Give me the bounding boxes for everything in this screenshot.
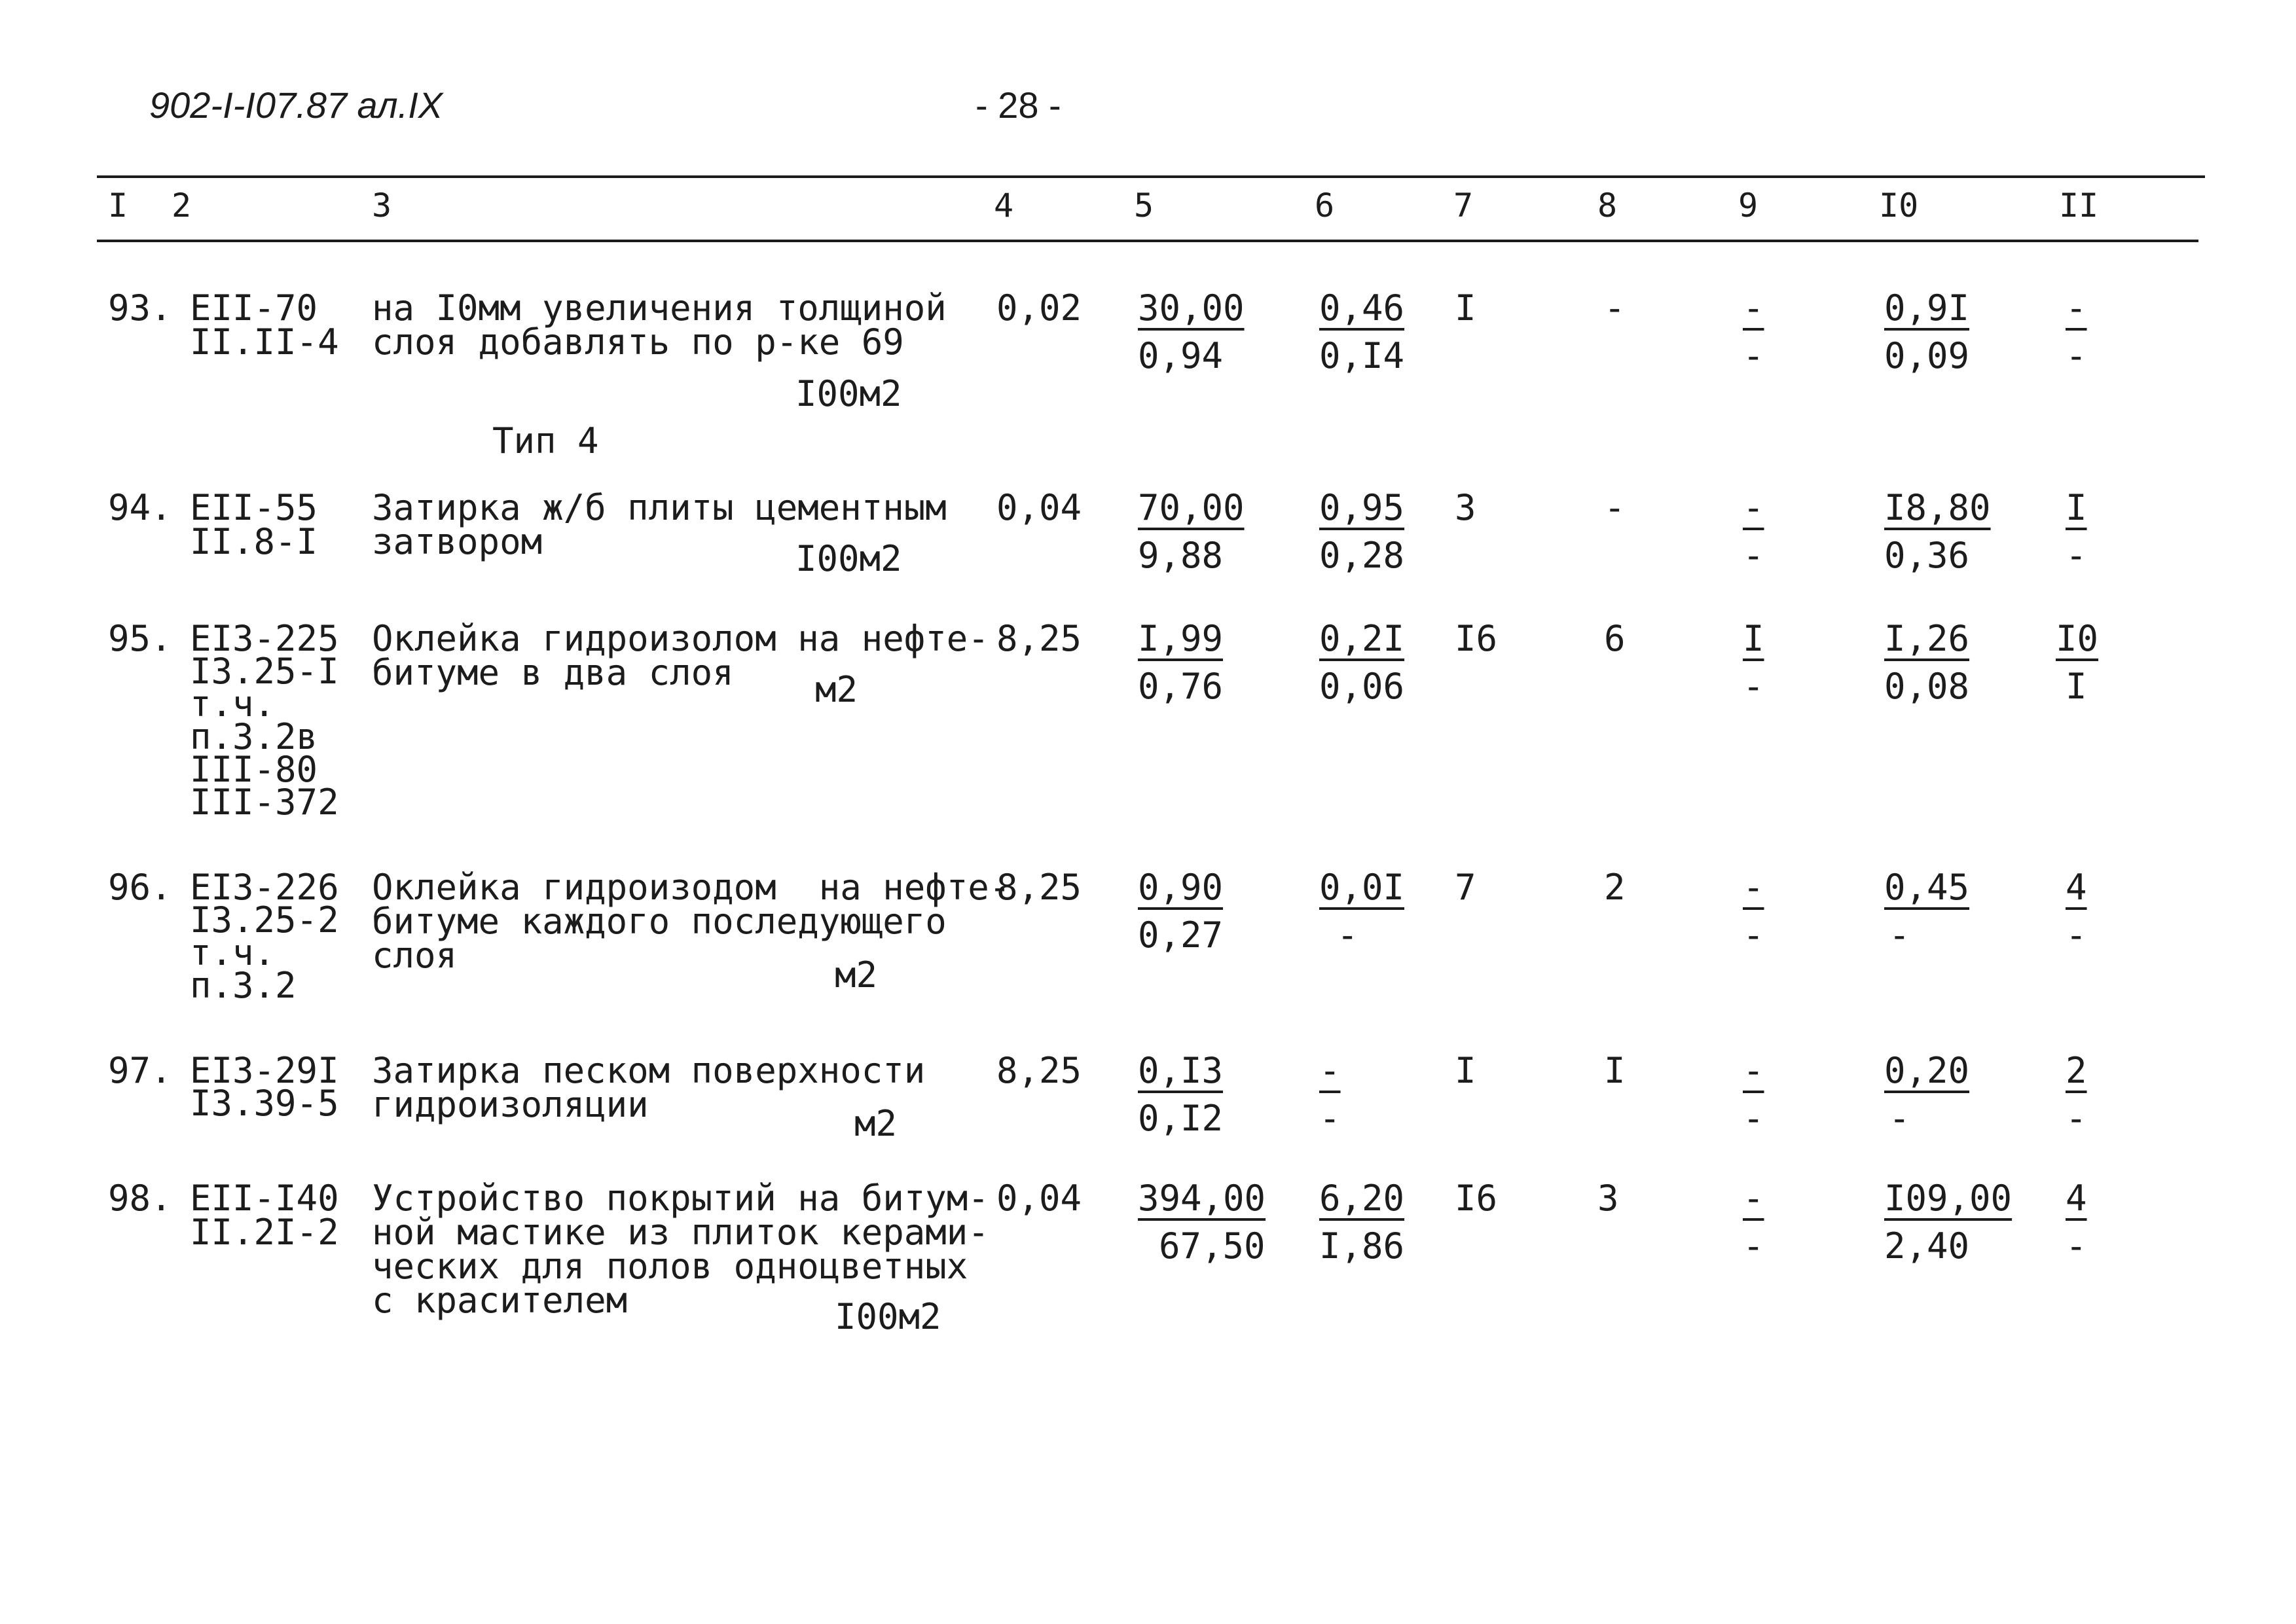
col-header-6: 6 [1315, 187, 1335, 225]
col9-bottom: - [1743, 914, 1764, 956]
col11-top: I [2066, 487, 2087, 528]
description-line: Затирка ж/б плиты цементным [372, 487, 947, 528]
col6-top: 6,20 [1319, 1178, 1405, 1219]
col10-top: 0,45 [1884, 867, 1970, 908]
col10-top: 0,9I [1884, 287, 1970, 329]
col11-bottom: - [2066, 914, 2087, 956]
col6-top: - [1319, 1050, 1341, 1091]
description-line: гидроизоляции [372, 1084, 649, 1125]
col10-top: I09,00 [1884, 1178, 2013, 1219]
col-header-4: 4 [994, 187, 1014, 225]
col10-top: 0,20 [1884, 1050, 1970, 1091]
col9-top: - [1743, 1178, 1764, 1219]
col7-value: I6 [1455, 1178, 1498, 1219]
col10-bottom: 0,08 [1884, 666, 1970, 707]
code-line: II.2I-2 [190, 1212, 339, 1253]
col-header-3: 3 [372, 187, 392, 225]
col7-value: 3 [1455, 487, 1476, 528]
col5-bottom: 0,76 [1138, 666, 1224, 707]
col-header-7: 7 [1453, 187, 1474, 225]
code-line: I3.39-5 [190, 1083, 339, 1124]
col8-value: 6 [1604, 618, 1626, 659]
col7-value: I [1455, 1050, 1476, 1091]
col9-top: - [1743, 487, 1764, 528]
col10-bottom: - [1889, 1098, 1910, 1139]
code-line: EI3-29I [190, 1050, 339, 1091]
col11-bottom: I [2066, 666, 2087, 707]
col-header-1: I [108, 187, 128, 225]
col11-top: I0 [2056, 618, 2099, 659]
quantity: 8,25 [996, 618, 1082, 659]
table-top-rule [97, 175, 2205, 178]
col8-value: 2 [1604, 867, 1626, 908]
col5-top: 70,00 [1138, 487, 1245, 528]
description-line: затвором [372, 521, 543, 562]
col8-value: I [1604, 1050, 1626, 1091]
col11-top: 2 [2066, 1050, 2087, 1091]
unit-label: м2 [854, 1103, 898, 1144]
col5-top: I,99 [1138, 618, 1224, 659]
col5-top: 0,I3 [1138, 1050, 1224, 1091]
code-line: п.3.2 [190, 965, 297, 1006]
description-line: слоя добавлять по р-ке 69 [372, 321, 904, 363]
col11-top: - [2066, 287, 2087, 329]
col-header-11: II [2059, 187, 2099, 225]
col9-bottom: - [1743, 535, 1764, 576]
code-line: III-80 [190, 749, 318, 790]
col-header-5: 5 [1134, 187, 1154, 225]
unit-label: I00м2 [795, 373, 902, 414]
col6-bottom: 0,06 [1319, 666, 1405, 707]
col7-value: I [1455, 287, 1476, 329]
col10-bottom: 0,36 [1884, 535, 1970, 576]
code-line: EI3-225 [190, 618, 339, 659]
col11-bottom: - [2066, 1098, 2087, 1139]
code-line: II.8-I [190, 521, 318, 562]
page-number: - 28 - [975, 84, 1061, 126]
description-line: слоя [372, 935, 458, 976]
col8-value: - [1604, 287, 1626, 329]
col10-top: I,26 [1884, 618, 1970, 659]
col5-bottom: 0,94 [1138, 335, 1224, 376]
unit-label: I00м2 [835, 1296, 941, 1337]
col5-bottom: 0,I2 [1138, 1098, 1224, 1139]
col8-value: - [1604, 487, 1626, 528]
col6-top: 0,46 [1319, 287, 1405, 329]
col6-top: 0,2I [1319, 618, 1405, 659]
description-line: Устройство покрытий на битум- [372, 1178, 989, 1219]
col9-top: - [1743, 867, 1764, 908]
col9-bottom: - [1743, 1225, 1764, 1267]
unit-label: I00м2 [795, 538, 902, 579]
code-line: I3.25-2 [190, 899, 339, 941]
col6-bottom: 0,28 [1319, 535, 1405, 576]
code-line: EII-55 [190, 487, 318, 528]
code-line: п.3.2в [190, 716, 318, 757]
col6-top: 0,95 [1319, 487, 1405, 528]
quantity: 0,02 [996, 287, 1082, 329]
col6-bottom: - [1319, 1098, 1341, 1139]
col5-top: 0,90 [1138, 867, 1224, 908]
code-line: т.ч. [190, 932, 276, 973]
row-number: 98. [108, 1178, 172, 1219]
description-line: битуме в два слоя [372, 652, 734, 693]
quantity: 8,25 [996, 867, 1082, 908]
code-line: I3.25-I [190, 651, 339, 692]
col-header-2: 2 [172, 187, 192, 225]
col5-top: 394,00 [1138, 1178, 1266, 1219]
col6-bottom: I,86 [1319, 1225, 1405, 1267]
col-header-9: 9 [1738, 187, 1758, 225]
row-number: 93. [108, 287, 172, 329]
col-header-8: 8 [1597, 187, 1618, 225]
quantity: 0,04 [996, 487, 1082, 528]
col11-bottom: - [2066, 1225, 2087, 1267]
col10-bottom: 0,09 [1884, 335, 1970, 376]
document-code: 902-I-I07.87 ал.IX [149, 84, 443, 126]
col11-top: 4 [2066, 1178, 2087, 1219]
description-line: Оклейка гидроизолом на нефте- [372, 618, 989, 659]
col9-bottom: - [1743, 335, 1764, 376]
row-number: 96. [108, 867, 172, 908]
description-line: с красителем [372, 1280, 628, 1321]
code-line: II.II-4 [190, 321, 339, 363]
code-line: III-372 [190, 782, 339, 823]
col10-bottom: 2,40 [1884, 1225, 1970, 1267]
col9-top: I [1743, 618, 1764, 659]
description-line: Затирка песком поверхности [372, 1050, 926, 1091]
description-line: битуме каждого последующего [372, 901, 947, 942]
code-line: EII-I40 [190, 1178, 339, 1219]
col5-top: 30,00 [1138, 287, 1245, 329]
code-line: т.ч. [190, 683, 276, 725]
col9-top: - [1743, 1050, 1764, 1091]
description-line: Оклейка гидроизодом на нефте- [372, 867, 1011, 908]
row-number: 95. [108, 618, 172, 659]
table-header-rule [97, 240, 2198, 242]
col10-top: I8,80 [1884, 487, 1991, 528]
col5-bottom: 9,88 [1138, 535, 1224, 576]
row-number: 97. [108, 1050, 172, 1091]
code-line: EI3-226 [190, 867, 339, 908]
description-line: ной мастике из плиток керами- [372, 1212, 989, 1253]
col11-top: 4 [2066, 867, 2087, 908]
col7-value: I6 [1455, 618, 1498, 659]
quantity: 0,04 [996, 1178, 1082, 1219]
section-label: Тип 4 [492, 420, 599, 461]
quantity: 8,25 [996, 1050, 1082, 1091]
description-line: на I0мм увеличения толщиной [372, 287, 947, 329]
col-header-10: I0 [1879, 187, 1919, 225]
col6-bottom: - [1337, 914, 1358, 956]
col6-bottom: 0,I4 [1319, 335, 1405, 376]
col7-value: 7 [1455, 867, 1476, 908]
col5-bottom: 0,27 [1138, 914, 1224, 956]
unit-label: м2 [835, 954, 878, 996]
col11-bottom: - [2066, 535, 2087, 576]
col10-bottom: - [1889, 914, 1910, 956]
col8-value: 3 [1597, 1178, 1619, 1219]
col11-bottom: - [2066, 335, 2087, 376]
row-number: 94. [108, 487, 172, 528]
unit-label: м2 [815, 669, 858, 710]
col6-top: 0,0I [1319, 867, 1405, 908]
description-line: ческих для полов одноцветных [372, 1246, 968, 1287]
col9-top: - [1743, 287, 1764, 329]
col9-bottom: - [1743, 1098, 1764, 1139]
col5-bottom: 67,50 [1159, 1225, 1266, 1267]
col9-bottom: - [1743, 666, 1764, 707]
code-line: EII-70 [190, 287, 318, 329]
